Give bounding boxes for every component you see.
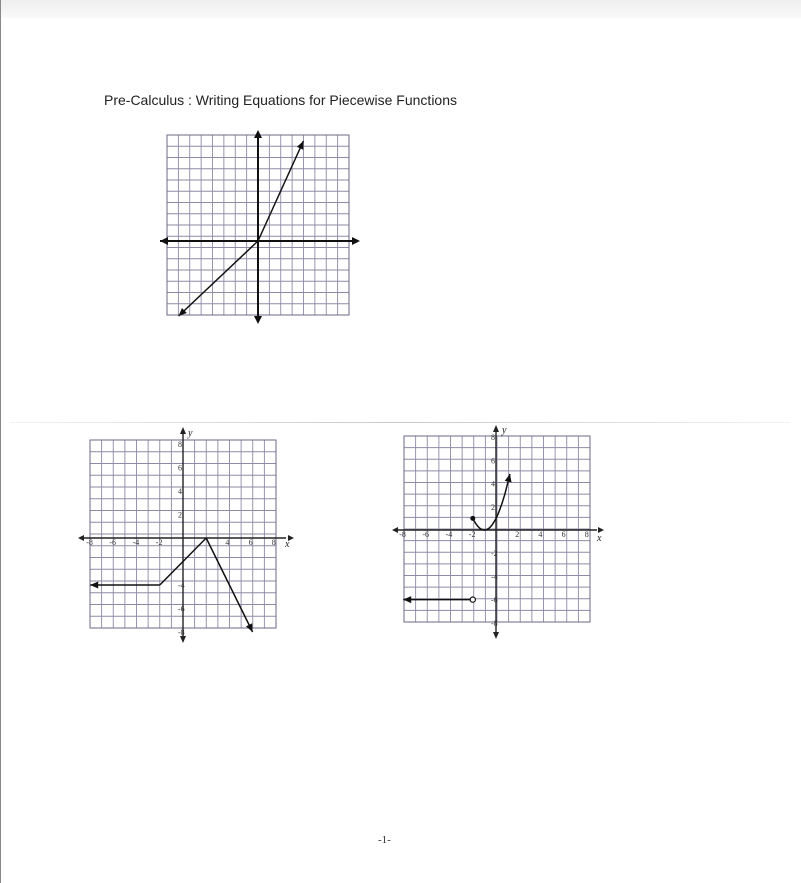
graph-3-y-tick-label: 8	[491, 433, 495, 443]
graph-3-x-tick-label: -6	[422, 530, 430, 539]
graph-3-y-tick-label: -8	[491, 618, 498, 628]
graph-3-x-tick-label: -4	[445, 530, 453, 539]
graph-1-x-arrow-right	[352, 237, 360, 245]
graph-3-y-tick-label: 2	[491, 502, 495, 512]
graph-3-x-tick-label: 2	[515, 530, 520, 539]
graph-3-grid	[404, 436, 590, 622]
page-number: -1-	[378, 834, 391, 846]
graph-1	[155, 128, 365, 328]
graph-1-piece-1	[179, 241, 258, 316]
graph-3-piece-2-arrow-end	[505, 474, 512, 483]
graph-2-x-tick-label: 8	[271, 538, 276, 547]
graph-3-x-label: x	[597, 533, 602, 544]
graph-3-x-arrow-left	[392, 527, 398, 533]
graph-3-y-tick-label: 4	[491, 479, 495, 489]
graph-2-y-tick-label: -8	[178, 628, 185, 637]
graph-2-y-tick-label: 2	[178, 510, 182, 520]
graph-2-x-tick-label: -8	[86, 538, 93, 547]
graph-2-piece-1-arrow-start	[90, 582, 98, 589]
graph-2-x-tick-label: -2	[155, 538, 163, 547]
graph-2	[75, 425, 305, 645]
graph-1-y-arrow-up	[254, 130, 262, 138]
graph-3-x-tick-label: 8	[584, 530, 589, 539]
graph-2-x-tick-label: 4	[225, 538, 230, 547]
graph-2-x-tick-label: 6	[248, 538, 253, 547]
graph-3-piece-1-open-dot	[470, 597, 475, 602]
graph-3	[390, 422, 620, 647]
graph-2-y-tick-label: 6	[178, 463, 182, 473]
graph-2-x-arrow-left	[78, 535, 84, 541]
graph-3-y-tick-label: 6	[491, 456, 495, 466]
page-title: Pre-Calculus : Writing Equations for Piecewise Functions	[104, 92, 458, 108]
graph-2-x-tick-label: -4	[132, 538, 140, 547]
graph-3-y-arrow-up	[493, 425, 499, 432]
graph-3-piece-2-closed-dot	[470, 516, 475, 521]
graph-3-x-tick-label: -8	[399, 530, 406, 539]
graph-3-y-label: y	[502, 425, 507, 436]
graph-3-pieces	[403, 474, 511, 603]
graph-3-x-tick-label: 6	[561, 530, 566, 539]
graph-2-y-arrow-up	[180, 427, 186, 434]
graph-1-y-arrow-down	[254, 316, 262, 324]
graph-3-y-tick-label: -2	[491, 549, 498, 559]
graph-3-y-tick-label: -6	[491, 595, 498, 605]
graph-2-x-label: x	[285, 539, 290, 550]
graph-2-x-tick-label: -6	[109, 538, 117, 547]
graph-3-y-arrow-down	[493, 632, 499, 639]
graph-1-pieces	[179, 141, 304, 316]
graph-3-y-tick-label: -4	[491, 572, 498, 582]
graph-2-y-tick-label: -6	[178, 604, 185, 614]
section-divider	[10, 422, 790, 423]
graph-2-y-label: y	[188, 428, 193, 439]
viewer-top-bar	[0, 0, 801, 18]
graph-2-y-tick-label: -4	[178, 581, 185, 590]
graph-2-y-arrow-down	[180, 636, 186, 643]
graph-2-y-tick-label: 8	[178, 440, 182, 449]
graph-3-x-tick-label: -2	[468, 530, 476, 539]
graph-1-x-arrow-left	[160, 237, 168, 245]
graph-3-x-tick-label: 4	[538, 530, 543, 539]
page-left-edge	[0, 0, 1, 883]
graph-2-y-tick-label: 4	[178, 487, 182, 496]
